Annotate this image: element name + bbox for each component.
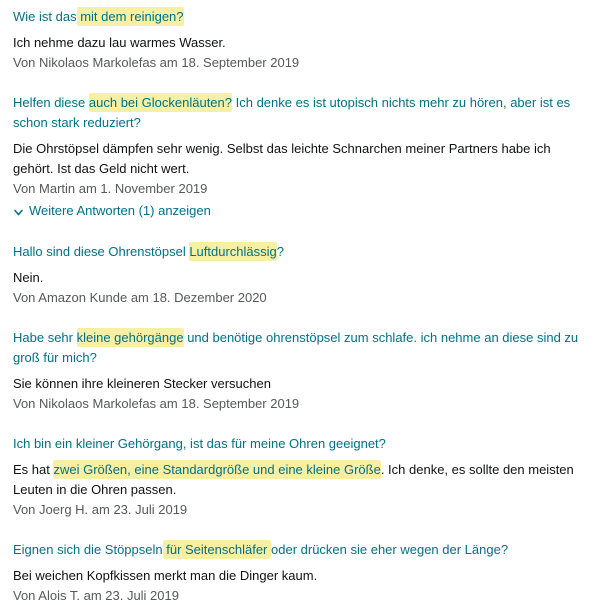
answer-text-segment: Ich nehme dazu lau warmes Wasser. xyxy=(13,35,226,50)
qa-item xyxy=(13,328,579,414)
answer-text xyxy=(13,374,579,394)
question-link[interactable] xyxy=(13,93,579,133)
question-text-highlighted: kleine gehörgänge xyxy=(76,329,184,345)
qa-item xyxy=(13,242,579,308)
question-text: Helfen diese xyxy=(13,95,89,110)
question-text: Eignen sich die Stöppseln xyxy=(13,541,163,557)
question-link[interactable] xyxy=(13,540,579,560)
qa-list xyxy=(13,7,579,605)
more-answers-label: Weitere Antworten (1) anzeigen xyxy=(29,203,211,218)
question-link[interactable] xyxy=(13,434,579,454)
question-link[interactable] xyxy=(13,7,579,27)
question-link[interactable] xyxy=(13,328,579,368)
qa-item xyxy=(13,540,579,605)
question-text: Ich denke es ist utopisch nichts mehr zu hören, aber ist es schon stark reduziert? xyxy=(13,95,571,130)
question-text: und benötige ohrenstöpsel zum schlafe. ich nehme an diese sind zu groß für mich? xyxy=(13,329,579,365)
more-answers-link[interactable] xyxy=(13,201,211,221)
answer-author-date: Von Amazon Kunde am 18. Dezember 2020 xyxy=(13,289,267,305)
answer-text-segment: Die Ohrstöpsel dämpfen sehr wenig. Selbst das leichte Schnarchen meiner Partners habe ich gehört. Ist das Geld nicht wert. xyxy=(13,141,551,176)
question-text: ? xyxy=(276,243,285,259)
question-text-highlighted: mit dem reinigen? xyxy=(76,9,184,24)
question-text: Ich bin ein kleiner Gehörgang, ist das für meine Ohren geeignet? xyxy=(13,435,386,451)
answer-author-date: Von Nikolaos Markolefas am 18. September 2019 xyxy=(13,395,300,411)
question-text-highlighted: für Seitenschläfer xyxy=(162,541,271,557)
question-text: Hallo sind diese Ohrenstöpsel xyxy=(13,243,190,259)
answer-text-segment: Nein. xyxy=(13,269,44,285)
question-text: oder drücken sie eher wegen der Länge? xyxy=(271,541,509,557)
qa-item xyxy=(13,7,579,73)
chevron-down-icon xyxy=(13,208,24,217)
answer-text xyxy=(13,566,579,586)
answer-text xyxy=(13,268,579,288)
answer-text-segment: Sie können ihre kleineren Stecker versuchen xyxy=(13,375,271,391)
question-text: Habe sehr xyxy=(13,329,77,345)
answer-text-segment: . Ich denke, es sollte den meisten Leuten in die Ohren passen. xyxy=(13,461,574,497)
question-text-highlighted: Luftdurchlässig xyxy=(189,243,277,259)
answer-author-date: Von Joerg H. am 23. Juli 2019 xyxy=(13,501,188,517)
answer-text xyxy=(13,460,579,500)
qa-item xyxy=(13,434,579,520)
answer-text xyxy=(13,33,579,53)
question-text: Wie ist das xyxy=(13,9,77,24)
question-link[interactable] xyxy=(13,242,579,262)
answer-text-highlighted: zwei Größen, eine Standardgröße und eine kleine Größe xyxy=(53,461,381,477)
question-text-highlighted: auch bei Glockenläuten? xyxy=(88,95,232,110)
answer-text-segment: Es hat xyxy=(13,461,54,477)
answer-text xyxy=(13,139,579,179)
answer-author-date: Von Nikolaos Markolefas am 18. September 2019 xyxy=(13,55,300,70)
answer-author-date: Von Alois T. am 23. Juli 2019 xyxy=(13,587,179,603)
qa-item xyxy=(13,93,579,222)
answer-author-date: Von Martin am 1. November 2019 xyxy=(13,181,208,196)
answer-text-segment: Bei weichen Kopfkissen merkt man die Dinger kaum. xyxy=(13,567,318,583)
